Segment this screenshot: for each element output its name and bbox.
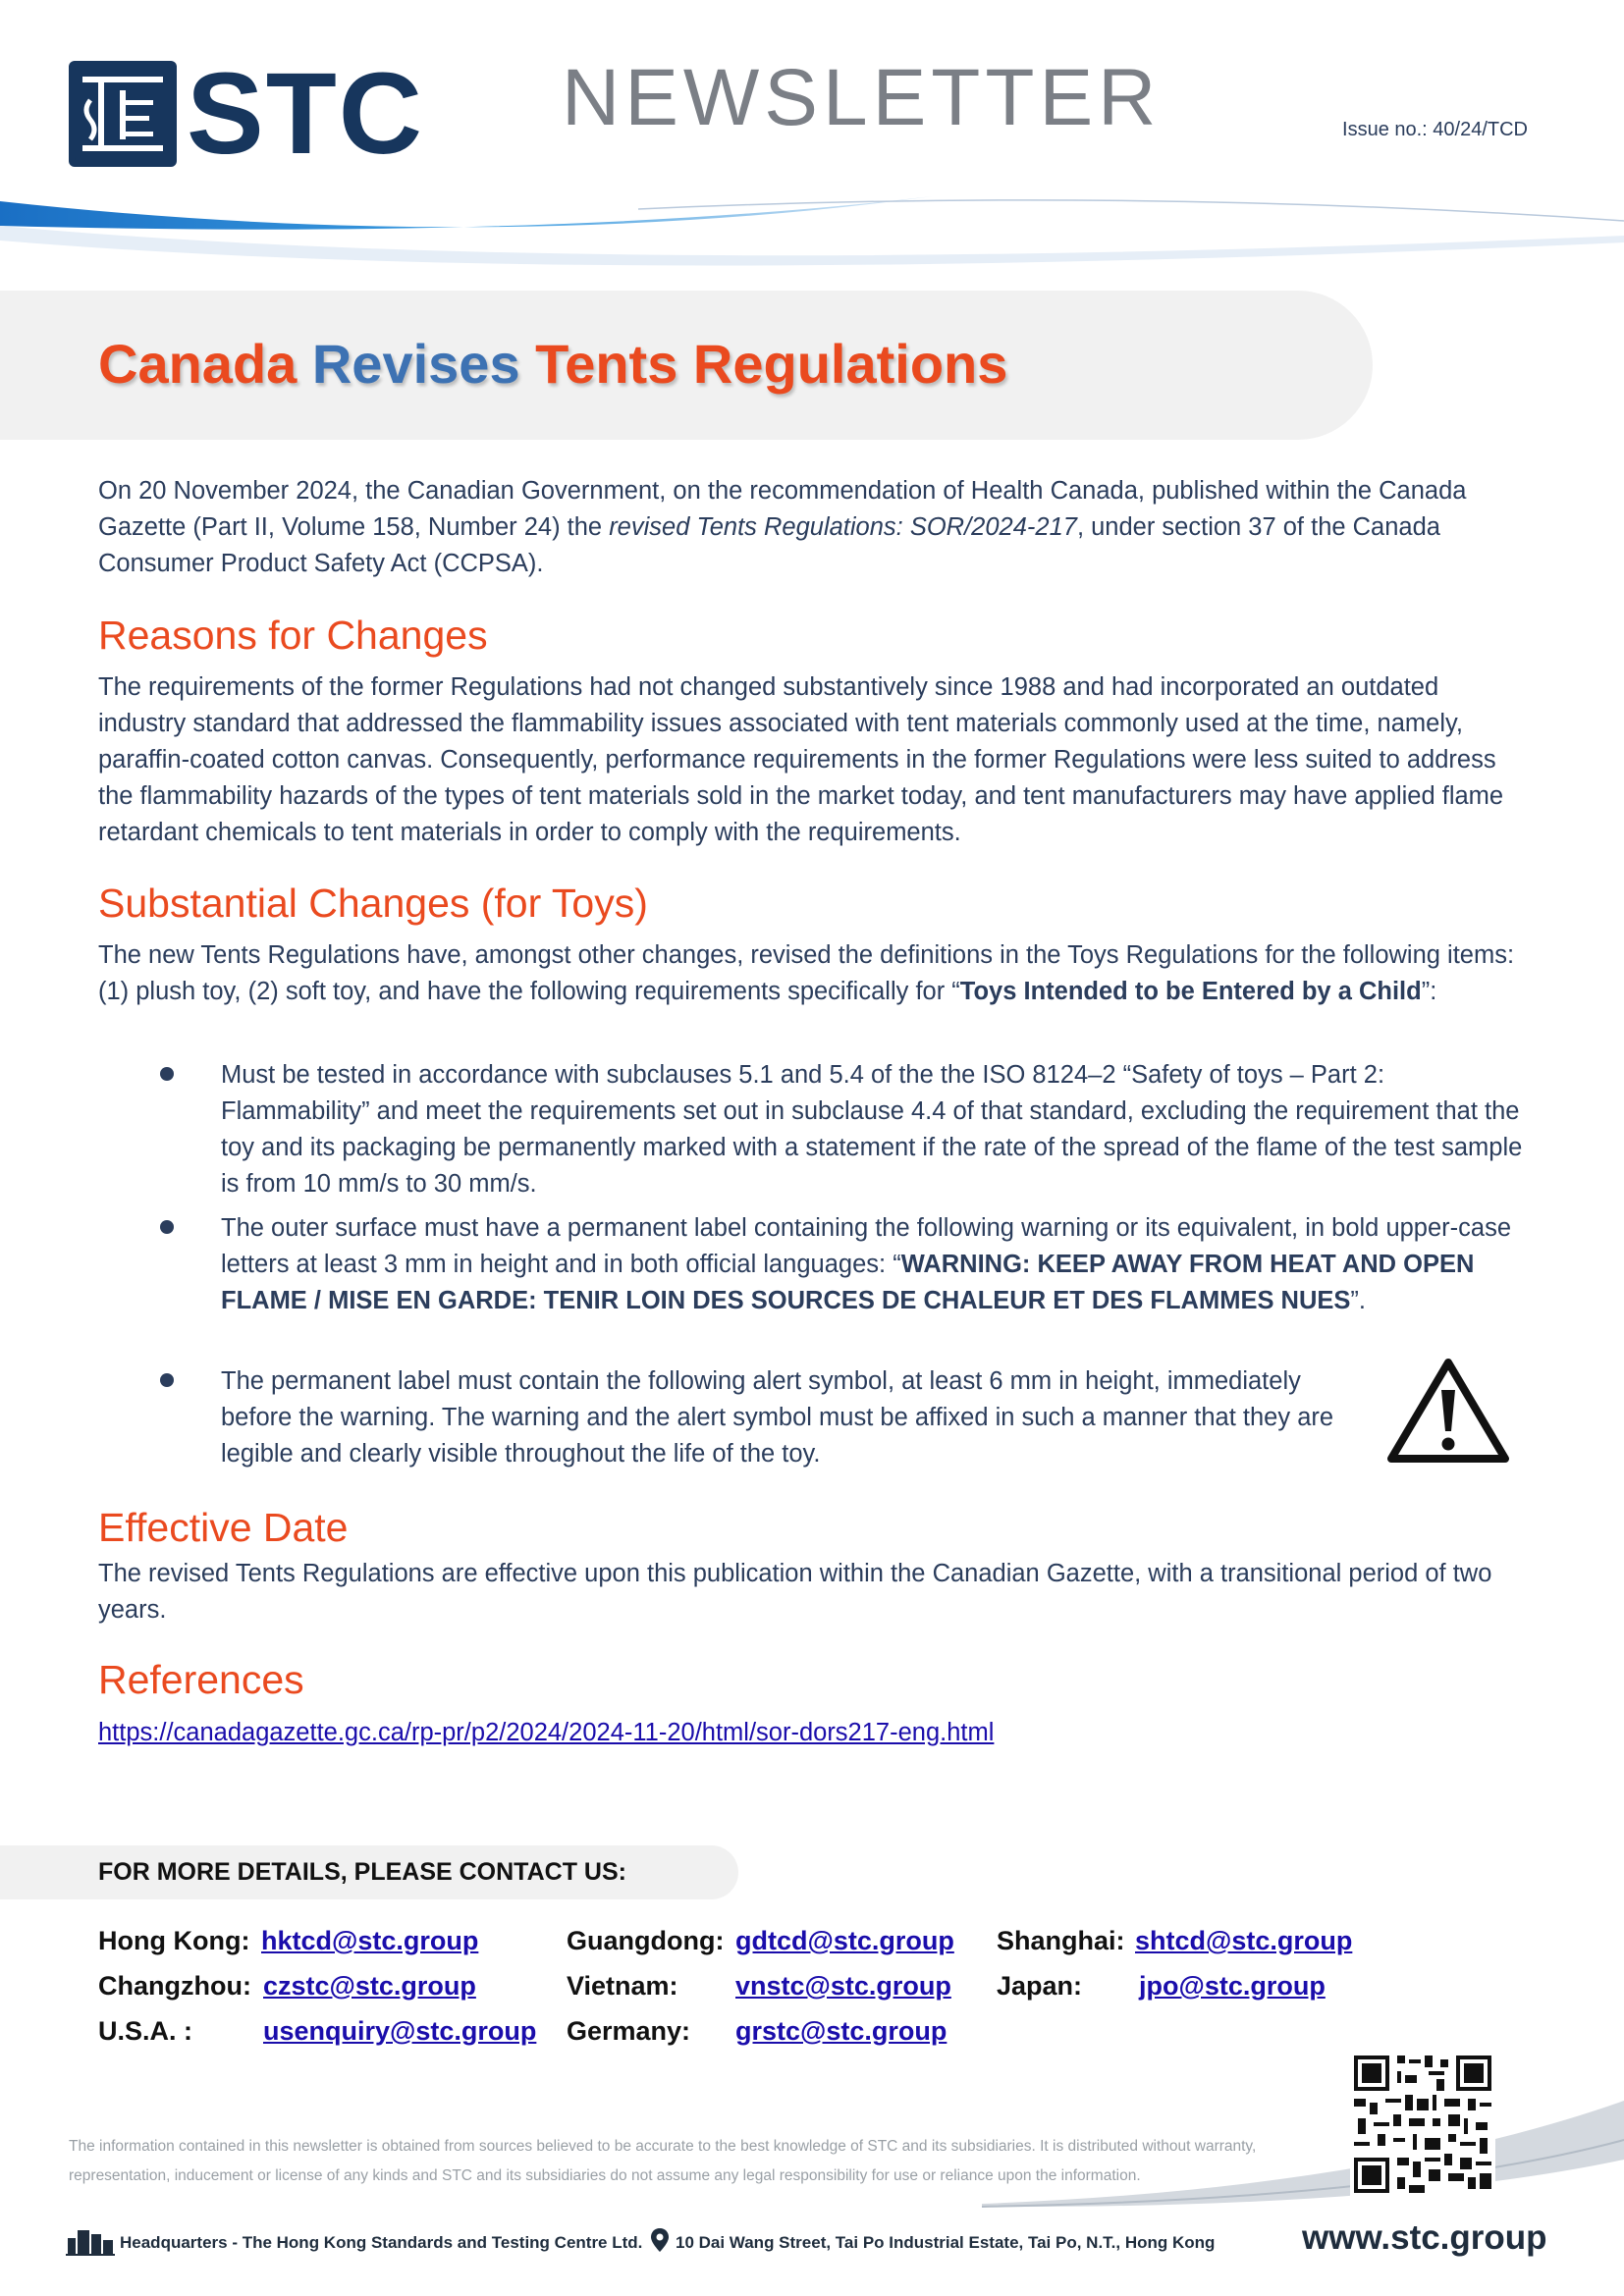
newsletter-title: NEWSLETTER: [562, 53, 1162, 142]
bullet-iso-8124: Must be tested in accordance with subclauses 5.1 and 5.4 of the the ISO 8124–2 “Safety of toys – Part 2: Flammability” and meet the requirements set out in subclause 4.4 of that standard, excluding the requirement that the toy and its packaging be permanently marked with a statement if the rate of the spread of the flame of the test sample is from 10 mm/s to 30 mm/s.: [221, 1061, 1523, 1198]
contact-label-guangdong: Guangdong:: [567, 1926, 725, 1955]
bullet-alert-symbol: The permanent label must contain the following alert symbol, at least 6 mm in height, immediately before the warning. The warning and the alert symbol must be affixed in such a manner that they are legible and clearly visible throughout the life of the toy.: [221, 1367, 1334, 1468]
effective-date-paragraph: The revised Tents Regulations are effective upon this publication within the Canadian Gazette, with a transitional period of two years.: [98, 1560, 1492, 1624]
header-swoosh-decoration: [0, 182, 1624, 270]
page-title: [98, 330, 1007, 399]
qr-code-icon: [1350, 2052, 1495, 2197]
bullet-warning-label: [221, 1210, 1532, 1319]
website-link[interactable]: www.stc.group: [1302, 2218, 1547, 2257]
substantial-changes-heading: Substantial Changes (for Toys): [98, 881, 648, 926]
contact-email-germany[interactable]: grstc@stc.group: [735, 2016, 947, 2046]
issue-number: Issue no.: 40/24/TCD: [1342, 119, 1528, 140]
headquarters-text: Headquarters - The Hong Kong Standards and Testing Centre Ltd.: [120, 2233, 643, 2252]
contact-email-usa[interactable]: usenquiry@stc.group: [263, 2016, 537, 2046]
bullet2-text-a: The outer surface must have a permanent label containing the following warning or its equivalent, in bold upper-case letters at least 3 mm in height and in both official languages: “: [221, 1214, 1512, 1278]
warning-triangle-icon: [1384, 1355, 1512, 1468]
stc-logo: [69, 49, 461, 179]
intro-paragraph: [98, 473, 1532, 582]
contact-label-usa: U.S.A. :: [98, 2016, 193, 2046]
contact-label-changzhou: Changzhou:: [98, 1971, 251, 2001]
contact-label-vietnam: Vietnam:: [567, 1971, 678, 2001]
intro-text-b: , under section 37 of the Canada Consumer Product Safety Act (CCPSA).: [98, 513, 1440, 577]
intro-regulation-name: revised Tents Regulations: SOR/2024-217: [609, 513, 1077, 541]
disclaimer-text: The information contained in this newsletter is obtained from sources believed to be accurate to the best knowledge of STC and its subsidiaries. It is distributed without warranty, representation, inducement or license of any kinds and STC and its subsidiaries do not assume any legal responsibility for use or reliance upon the information.: [69, 2138, 1257, 2184]
title-word-tents-regulations: Tents Regulations: [535, 333, 1008, 395]
references-heading: References: [98, 1657, 304, 1702]
contact-label-shanghai: Shanghai:: [997, 1926, 1125, 1955]
bullet-dot-icon: [160, 1067, 174, 1081]
reasons-heading: Reasons for Changes: [98, 613, 488, 658]
location-pin-icon: [650, 2227, 670, 2253]
building-icon: [66, 2226, 115, 2256]
contact-heading: FOR MORE DETAILS, PLEASE CONTACT US:: [98, 1858, 626, 1886]
contact-email-japan[interactable]: jpo@stc.group: [1139, 1971, 1326, 2001]
substantial-changes-paragraph: [98, 937, 1532, 1010]
bullet2-text-b: ”.: [1350, 1287, 1366, 1314]
contact-email-hong-kong[interactable]: hktcd@stc.group: [261, 1926, 479, 1955]
title-word-canada: Canada: [98, 333, 298, 395]
substantial-text-b: ”:: [1421, 978, 1437, 1005]
contact-label-hong-kong: Hong Kong:: [98, 1926, 250, 1955]
contact-email-shanghai[interactable]: shtcd@stc.group: [1135, 1926, 1353, 1955]
reference-link[interactable]: https://canadagazette.gc.ca/rp-pr/p2/2024/2024-11-20/html/sor-dors217-eng.html: [98, 1719, 995, 1746]
title-word-revises: Revises: [311, 333, 520, 395]
warning-statement: WARNING: KEEP AWAY FROM HEAT AND OPEN FLAME / MISE EN GARDE: TENIR LOIN DES SOURCES DE CHALEUR ET DES FLAMMES NUES: [221, 1251, 1475, 1314]
address-text: 10 Dai Wang Street, Tai Po Industrial Estate, Tai Po, N.T., Hong Kong: [676, 2233, 1216, 2252]
contact-label-japan: Japan:: [997, 1971, 1083, 2001]
contact-email-changzhou[interactable]: czstc@stc.group: [263, 1971, 476, 2001]
bullet-dot-icon: [160, 1220, 174, 1234]
substantial-text-a: The new Tents Regulations have, amongst other changes, revised the definitions in the Toys Regulations for the following items: (1) plush toy, (2) soft toy, and have the following requirements specifically for “: [98, 941, 1515, 1005]
stc-logo-mark-icon: [69, 61, 177, 167]
intro-text-a: On 20 November 2024, the Canadian Government, on the recommendation of Health Canada, published within the Canada Gazette (Part II, Volume 158, Number 24) the: [98, 477, 1467, 541]
stc-logo-text: STC: [187, 49, 424, 179]
bullet-dot-icon: [160, 1373, 174, 1387]
effective-date-heading: Effective Date: [98, 1505, 349, 1550]
toys-entered-by-child: Toys Intended to be Entered by a Child: [959, 978, 1422, 1005]
reasons-paragraph: The requirements of the former Regulations had not changed substantively since 1988 and had incorporated an outdated industry standard that addressed the flammability issues associated with tent materials commonly used at the time, namely, paraffin-coated cotton canvas. Consequently, performance requirements in the former Regulations were less suited to address the flammability hazards of the types of tent materials sold in the market today, and tent manufacturers may have applied flame retardant chemicals to tent materials in order to comply with the requirements.: [98, 673, 1504, 846]
contact-label-germany: Germany:: [567, 2016, 691, 2046]
contact-email-guangdong[interactable]: gdtcd@stc.group: [735, 1926, 954, 1955]
contact-email-vietnam[interactable]: vnstc@stc.group: [735, 1971, 951, 2001]
